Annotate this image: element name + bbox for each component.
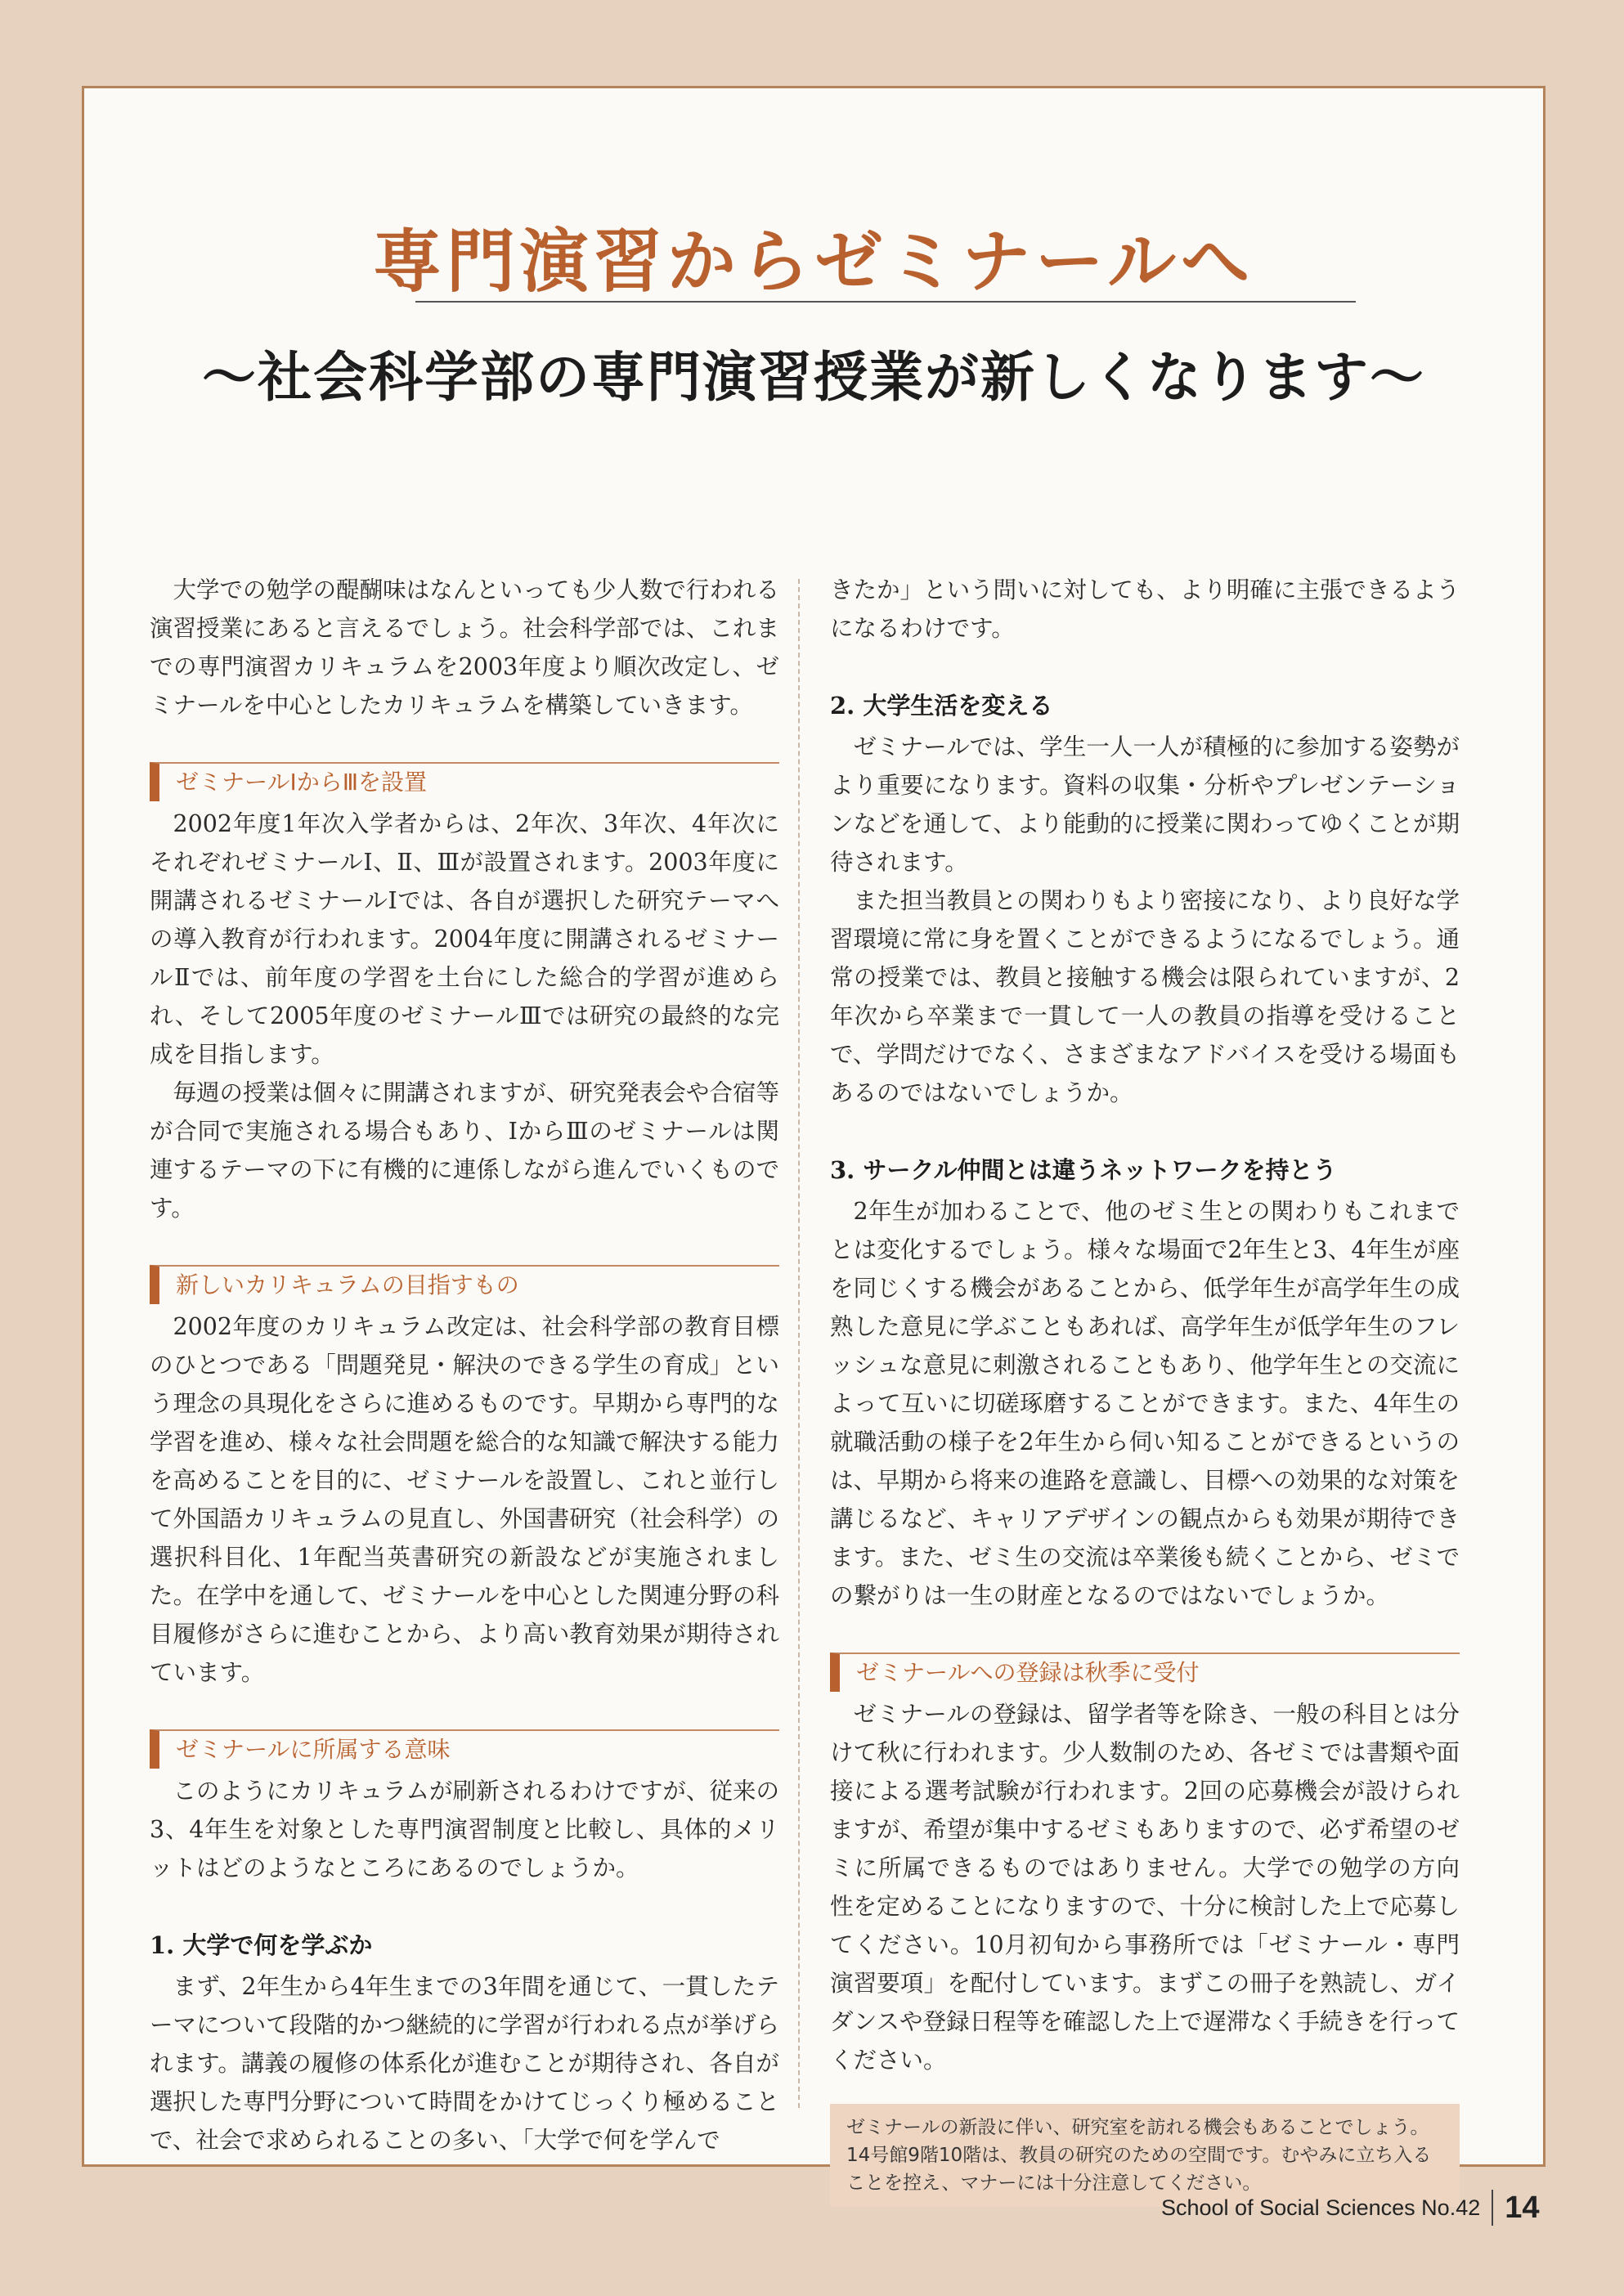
subheading-network: 3. サークル仲間とは違うネットワークを持とう	[830, 1156, 1337, 1184]
paragraph: 毎週の授業は個々に開講されますが、研究発表会や合宿等が合同で実施される場合もあり、ⅠからⅢのゼミナールは関連するテーマの下に有機的に連係しながら進んでいくものです。	[150, 1079, 779, 1222]
left-column	[150, 571, 779, 2159]
paragraph: また担当教員との関わりもより密接になり、より良好な学習環境に常に身を置くことができるようになるでしょう。通常の授業では、教員と接触する機会は限られていますが、2年次から卒業まで一貫して一人の教員の指導を受けることで、学問だけでなく、さまざまなアドバイスを受ける場面もあるのではないでしょうか。	[830, 887, 1460, 1106]
intro-paragraph: 大学での勉学の醍醐味はなんといっても少人数で行われる演習授業にあると言えるでしょう。社会科学部では、これまでの専門演習カリキュラムを2003年度より順次改定し、ゼミナールを中心としたカリキュラムを構築していきます。	[150, 576, 779, 719]
page-panel	[82, 86, 1545, 2194]
section-heading-new-curriculum: 新しいカリキュラムの目指すもの	[150, 1265, 779, 1304]
paragraph: 2002年度1年次入学者からは、2年次、3年次、4年次にそれぞれゼミナールⅠ、Ⅱ、Ⅲが設置されます。2003年度に開講されるゼミナールⅠでは、各自が選択した研究テーマへの導入教育が行われます。2004年度に開講されるゼミナールⅡでは、前年度の学習を土台にした総合的学習が進められ、そして2005年度のゼミナールⅢでは研究の最終的な完成を目指します。	[150, 810, 779, 1068]
right-column	[830, 571, 1460, 2207]
notice-box: ゼミナールの新設に伴い、研究室を訪れる機会もあることでしょう。14号館9階10階は、教員の研究のための空間です。むやみに立ち入ることを控え、マナーには十分注意してください。	[830, 2104, 1460, 2207]
paragraph: 2002年度のカリキュラム改定は、社会科学部の教育目標のひとつである「問題発見・解決のできる学生の育成」という理念の具現化をさらに進めるものです。早期から専門的な学習を進め、様々な社会問題を総合的な知識で解決する能力を高めることを目的に、ゼミナールを設置し、これと並行して外国語カリキュラムの見直し、外国書研究（社会科学）の選択科目化、1年配当英書研究の新設などが実施されました。在学中を通して、ゼミナールを中心とした関連分野の科目履修がさらに進むことから、より高い教育効果が期待されています。	[150, 1313, 779, 1686]
page-subtitle: ～社会科学部の専門演習授業が新しくなります～	[202, 346, 1425, 409]
continued-paragraph: きたか」という問いに対しても、より明確に主張できるようになるわけです。	[830, 576, 1460, 642]
subheading-change-college-life: 2. 大学生活を変える	[830, 692, 1053, 720]
paragraph: ゼミナールの登録は、留学者等を除き、一般の科目とは分けて秋に行われます。少人数制のため、各ゼミでは書類や面接による選考試験が行われます。2回の応募機会が設けられますが、希望が集中するゼミもありますので、必ず希望のゼミに所属できるものではありません。大学での勉学の方向性を定めることになりますので、十分に検討した上で応募してください。10月初旬から事務所では「ゼミナール・専門演習要項」を配付しています。まずこの冊子を熟読し、ガイダンスや登録日程等を確認した上で遅滞なく手続きを行ってください。	[830, 1701, 1460, 2074]
page-number: 14	[1505, 2190, 1540, 2225]
section-heading-seminar-levels: ゼミナールⅠからⅢを設置	[150, 762, 779, 801]
section-heading-seminar-meaning: ゼミナールに所属する意味	[150, 1729, 779, 1769]
page-title: 専門演習からゼミナールへ	[372, 222, 1255, 302]
title-rule	[415, 301, 1356, 303]
footer-separator	[1492, 2190, 1493, 2226]
publication-name: School of Social Sciences No.42	[1161, 2195, 1481, 2220]
section-heading-registration: ゼミナールへの登録は秋季に受付	[830, 1652, 1460, 1692]
paragraph: ゼミナールでは、学生一人一人が積極的に参加する姿勢がより重要になります。資料の収集・分析やプレゼンテーションなどを通して、より能動的に授業に関わってゆくことが期待されます。	[830, 733, 1460, 876]
paragraph: このようにカリキュラムが刷新されるわけですが、従来の3、4年生を対象とした専門演習制度と比較し、具体的メリットはどのようなところにあるのでしょうか。	[150, 1778, 779, 1881]
paragraph: まず、2年生から4年生までの3年間を通じて、一貫したテーマについて段階的かつ継続的に学習が行われる点が挙げられます。講義の履修の体系化が進むことが期待され、各自が選択した専門分野について時間をかけてじっくり極めることで、社会で求められることの多い、「大学で何を学んで	[150, 1973, 779, 2154]
column-divider	[798, 579, 800, 2108]
subheading-what-to-learn: 1. 大学で何を学ぶか	[150, 1931, 373, 1959]
paragraph: 2年生が加わることで、他のゼミ生との関わりもこれまでとは変化するでしょう。様々な場面で2年生と3、4年生が座を同じくする機会があることから、低学年生が高学年生の成熟した意見に学ぶこともあれば、高学年生が低学年生のフレッシュな意見に刺激されることもあり、他学年生との交流によって互いに切磋琢磨することができます。また、4年生の就職活動の様子を2年生から伺い知ることができるというのは、早期から将来の進路を意識し、目標への効果的な対策を講じるなど、キャリアデザインの観点からも効果が期待できます。また、ゼミ生の交流は卒業後も続くことから、ゼミでの繋がりは一生の財産となるのではないでしょうか。	[830, 1198, 1460, 1609]
page-footer	[1161, 2190, 1540, 2226]
